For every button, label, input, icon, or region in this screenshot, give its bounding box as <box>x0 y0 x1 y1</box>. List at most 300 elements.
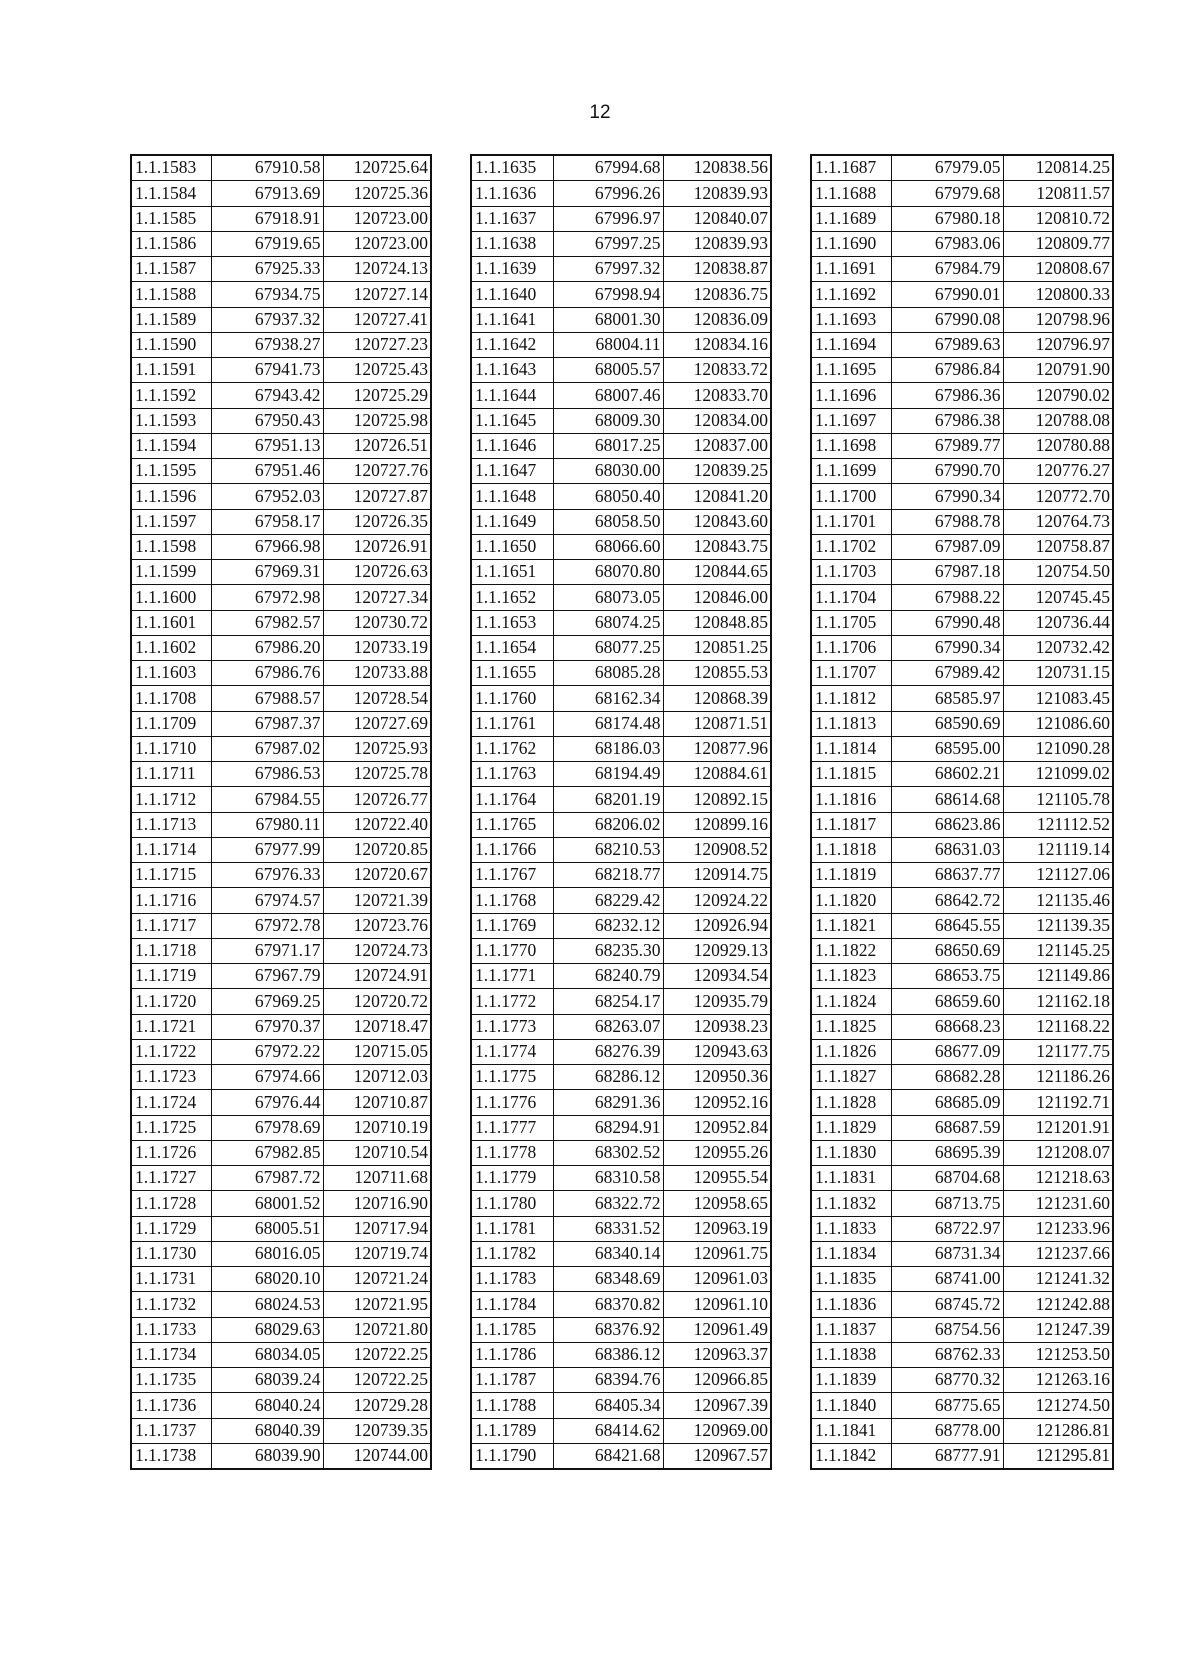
point-id-cell: 1.1.1699 <box>811 459 891 484</box>
y-coordinate-cell: 120966.85 <box>663 1368 771 1393</box>
point-id-cell: 1.1.1711 <box>131 762 211 787</box>
table-row <box>811 534 1113 559</box>
x-coordinate-cell: 67972.22 <box>211 1039 323 1064</box>
x-coordinate-cell: 67990.34 <box>891 635 1003 660</box>
point-id-cell: 1.1.1687 <box>811 155 891 181</box>
point-id-cell: 1.1.1648 <box>471 484 553 509</box>
x-coordinate-cell: 68623.86 <box>891 812 1003 837</box>
x-coordinate-cell: 67989.42 <box>891 661 1003 686</box>
x-coordinate-cell: 67967.79 <box>211 964 323 989</box>
point-id-cell: 1.1.1761 <box>471 711 553 736</box>
x-coordinate-cell: 68029.63 <box>211 1317 323 1342</box>
table-row <box>811 1267 1113 1292</box>
y-coordinate-cell: 121127.06 <box>1003 863 1113 888</box>
x-coordinate-cell: 68077.25 <box>553 635 663 660</box>
x-coordinate-cell: 67910.58 <box>211 155 323 181</box>
y-coordinate-cell: 120722.25 <box>323 1368 431 1393</box>
y-coordinate-cell: 120798.96 <box>1003 307 1113 332</box>
point-id-cell: 1.1.1837 <box>811 1317 891 1342</box>
y-coordinate-cell: 120788.08 <box>1003 408 1113 433</box>
y-coordinate-cell: 120739.35 <box>323 1418 431 1443</box>
x-coordinate-cell: 68070.80 <box>553 560 663 585</box>
y-coordinate-cell: 120836.09 <box>663 307 771 332</box>
point-id-cell: 1.1.1688 <box>811 181 891 206</box>
point-id-cell: 1.1.1732 <box>131 1292 211 1317</box>
coordinate-table-1 <box>130 154 432 1470</box>
table-row <box>811 1191 1113 1216</box>
table-row <box>131 155 431 181</box>
x-coordinate-cell: 68302.52 <box>553 1140 663 1165</box>
point-id-cell: 1.1.1821 <box>811 913 891 938</box>
y-coordinate-cell: 120724.73 <box>323 938 431 963</box>
table-row <box>131 1418 431 1443</box>
point-id-cell: 1.1.1583 <box>131 155 211 181</box>
y-coordinate-cell: 120899.16 <box>663 812 771 837</box>
point-id-cell: 1.1.1782 <box>471 1241 553 1266</box>
y-coordinate-cell: 121241.32 <box>1003 1267 1113 1292</box>
x-coordinate-cell: 67990.08 <box>891 307 1003 332</box>
point-id-cell: 1.1.1601 <box>131 610 211 635</box>
table-row <box>811 762 1113 787</box>
x-coordinate-cell: 68614.68 <box>891 787 1003 812</box>
y-coordinate-cell: 120908.52 <box>663 837 771 862</box>
x-coordinate-cell: 67977.99 <box>211 837 323 862</box>
y-coordinate-cell: 120730.72 <box>323 610 431 635</box>
y-coordinate-cell: 120720.72 <box>323 989 431 1014</box>
x-coordinate-cell: 68762.33 <box>891 1342 1003 1367</box>
y-coordinate-cell: 120727.34 <box>323 585 431 610</box>
y-coordinate-cell: 120721.24 <box>323 1267 431 1292</box>
point-id-cell: 1.1.1730 <box>131 1241 211 1266</box>
x-coordinate-cell: 67979.05 <box>891 155 1003 181</box>
table-row <box>131 1090 431 1115</box>
x-coordinate-cell: 67937.32 <box>211 307 323 332</box>
point-id-cell: 1.1.1784 <box>471 1292 553 1317</box>
point-id-cell: 1.1.1789 <box>471 1418 553 1443</box>
y-coordinate-cell: 120716.90 <box>323 1191 431 1216</box>
x-coordinate-cell: 68754.56 <box>891 1317 1003 1342</box>
point-id-cell: 1.1.1639 <box>471 257 553 282</box>
x-coordinate-cell: 67986.76 <box>211 661 323 686</box>
y-coordinate-cell: 120834.16 <box>663 332 771 357</box>
y-coordinate-cell: 121242.88 <box>1003 1292 1113 1317</box>
table-row <box>131 332 431 357</box>
y-coordinate-cell: 121139.35 <box>1003 913 1113 938</box>
table-row <box>131 762 431 787</box>
table-row <box>131 837 431 862</box>
y-coordinate-cell: 120938.23 <box>663 1014 771 1039</box>
y-coordinate-cell: 120868.39 <box>663 686 771 711</box>
x-coordinate-cell: 67978.69 <box>211 1115 323 1140</box>
point-id-cell: 1.1.1697 <box>811 408 891 433</box>
y-coordinate-cell: 120727.76 <box>323 459 431 484</box>
point-id-cell: 1.1.1786 <box>471 1342 553 1367</box>
y-coordinate-cell: 120961.03 <box>663 1267 771 1292</box>
table-row <box>811 1166 1113 1191</box>
x-coordinate-cell: 68254.17 <box>553 989 663 1014</box>
y-coordinate-cell: 120914.75 <box>663 863 771 888</box>
table-row <box>811 560 1113 585</box>
table-row <box>811 206 1113 231</box>
table-row <box>811 1039 1113 1064</box>
x-coordinate-cell: 67913.69 <box>211 181 323 206</box>
table-row <box>131 560 431 585</box>
point-id-cell: 1.1.1818 <box>811 837 891 862</box>
y-coordinate-cell: 120780.88 <box>1003 433 1113 458</box>
x-coordinate-cell: 68637.77 <box>891 863 1003 888</box>
point-id-cell: 1.1.1694 <box>811 332 891 357</box>
table-row <box>811 231 1113 256</box>
y-coordinate-cell: 120725.43 <box>323 358 431 383</box>
point-id-cell: 1.1.1602 <box>131 635 211 660</box>
y-coordinate-cell: 120727.14 <box>323 282 431 307</box>
x-coordinate-cell: 68050.40 <box>553 484 663 509</box>
point-id-cell: 1.1.1771 <box>471 964 553 989</box>
x-coordinate-cell: 68073.05 <box>553 585 663 610</box>
table-row <box>811 1393 1113 1418</box>
x-coordinate-cell: 67986.36 <box>891 383 1003 408</box>
x-coordinate-cell: 68631.03 <box>891 837 1003 862</box>
point-id-cell: 1.1.1599 <box>131 560 211 585</box>
x-coordinate-cell: 68066.60 <box>553 534 663 559</box>
point-id-cell: 1.1.1826 <box>811 1039 891 1064</box>
table-row <box>471 989 771 1014</box>
coordinate-table-body <box>811 155 1113 1469</box>
point-id-cell: 1.1.1652 <box>471 585 553 610</box>
x-coordinate-cell: 67998.94 <box>553 282 663 307</box>
point-id-cell: 1.1.1596 <box>131 484 211 509</box>
y-coordinate-cell: 120814.25 <box>1003 155 1113 181</box>
y-coordinate-cell: 121145.25 <box>1003 938 1113 963</box>
point-id-cell: 1.1.1820 <box>811 888 891 913</box>
x-coordinate-cell: 67969.25 <box>211 989 323 1014</box>
y-coordinate-cell: 120929.13 <box>663 938 771 963</box>
x-coordinate-cell: 68386.12 <box>553 1342 663 1367</box>
point-id-cell: 1.1.1706 <box>811 635 891 660</box>
y-coordinate-cell: 120710.54 <box>323 1140 431 1165</box>
y-coordinate-cell: 120727.69 <box>323 711 431 736</box>
table-row <box>131 408 431 433</box>
table-row <box>471 1393 771 1418</box>
x-coordinate-cell: 67987.09 <box>891 534 1003 559</box>
y-coordinate-cell: 120725.98 <box>323 408 431 433</box>
table-row <box>131 231 431 256</box>
x-coordinate-cell: 68310.58 <box>553 1166 663 1191</box>
table-row <box>131 863 431 888</box>
table-row <box>131 1140 431 1165</box>
table-row <box>811 332 1113 357</box>
x-coordinate-cell: 67979.68 <box>891 181 1003 206</box>
x-coordinate-cell: 67987.18 <box>891 560 1003 585</box>
y-coordinate-cell: 121233.96 <box>1003 1216 1113 1241</box>
x-coordinate-cell: 67958.17 <box>211 509 323 534</box>
x-coordinate-cell: 68039.24 <box>211 1368 323 1393</box>
table-row <box>811 812 1113 837</box>
table-row <box>471 534 771 559</box>
table-row <box>131 181 431 206</box>
table-row <box>471 863 771 888</box>
table-row <box>131 282 431 307</box>
point-id-cell: 1.1.1841 <box>811 1418 891 1443</box>
y-coordinate-cell: 121186.26 <box>1003 1065 1113 1090</box>
x-coordinate-cell: 67974.66 <box>211 1065 323 1090</box>
y-coordinate-cell: 120837.00 <box>663 433 771 458</box>
point-id-cell: 1.1.1779 <box>471 1166 553 1191</box>
point-id-cell: 1.1.1708 <box>131 686 211 711</box>
y-coordinate-cell: 120892.15 <box>663 787 771 812</box>
x-coordinate-cell: 68677.09 <box>891 1039 1003 1064</box>
table-row <box>811 1115 1113 1140</box>
point-id-cell: 1.1.1839 <box>811 1368 891 1393</box>
table-row <box>811 358 1113 383</box>
table-row <box>811 1241 1113 1266</box>
point-id-cell: 1.1.1763 <box>471 762 553 787</box>
point-id-cell: 1.1.1790 <box>471 1443 553 1469</box>
point-id-cell: 1.1.1585 <box>131 206 211 231</box>
x-coordinate-cell: 68322.72 <box>553 1191 663 1216</box>
table-row <box>471 1166 771 1191</box>
x-coordinate-cell: 67950.43 <box>211 408 323 433</box>
point-id-cell: 1.1.1698 <box>811 433 891 458</box>
table-row <box>471 155 771 181</box>
x-coordinate-cell: 68731.34 <box>891 1241 1003 1266</box>
coordinate-table-body <box>471 155 771 1469</box>
table-row <box>471 383 771 408</box>
table-row <box>811 257 1113 282</box>
y-coordinate-cell: 120712.03 <box>323 1065 431 1090</box>
y-coordinate-cell: 120724.91 <box>323 964 431 989</box>
table-row <box>811 282 1113 307</box>
y-coordinate-cell: 121105.78 <box>1003 787 1113 812</box>
y-coordinate-cell: 120952.84 <box>663 1115 771 1140</box>
x-coordinate-cell: 68210.53 <box>553 837 663 862</box>
y-coordinate-cell: 120967.57 <box>663 1443 771 1469</box>
x-coordinate-cell: 68642.72 <box>891 888 1003 913</box>
y-coordinate-cell: 120969.00 <box>663 1418 771 1443</box>
y-coordinate-cell: 120967.39 <box>663 1393 771 1418</box>
y-coordinate-cell: 120710.19 <box>323 1115 431 1140</box>
x-coordinate-cell: 67997.32 <box>553 257 663 282</box>
point-id-cell: 1.1.1587 <box>131 257 211 282</box>
x-coordinate-cell: 68713.75 <box>891 1191 1003 1216</box>
point-id-cell: 1.1.1647 <box>471 459 553 484</box>
point-id-cell: 1.1.1640 <box>471 282 553 307</box>
point-id-cell: 1.1.1653 <box>471 610 553 635</box>
x-coordinate-cell: 68229.42 <box>553 888 663 913</box>
y-coordinate-cell: 121237.66 <box>1003 1241 1113 1266</box>
point-id-cell: 1.1.1817 <box>811 812 891 837</box>
point-id-cell: 1.1.1646 <box>471 433 553 458</box>
y-coordinate-cell: 121253.50 <box>1003 1342 1113 1367</box>
point-id-cell: 1.1.1787 <box>471 1368 553 1393</box>
table-row <box>471 332 771 357</box>
y-coordinate-cell: 121192.71 <box>1003 1090 1113 1115</box>
x-coordinate-cell: 68653.75 <box>891 964 1003 989</box>
point-id-cell: 1.1.1738 <box>131 1443 211 1469</box>
y-coordinate-cell: 120727.41 <box>323 307 431 332</box>
point-id-cell: 1.1.1731 <box>131 1267 211 1292</box>
table-row <box>471 888 771 913</box>
point-id-cell: 1.1.1833 <box>811 1216 891 1241</box>
y-coordinate-cell: 120711.68 <box>323 1166 431 1191</box>
point-id-cell: 1.1.1735 <box>131 1368 211 1393</box>
x-coordinate-cell: 67996.97 <box>553 206 663 231</box>
y-coordinate-cell: 120736.44 <box>1003 610 1113 635</box>
x-coordinate-cell: 68650.69 <box>891 938 1003 963</box>
point-id-cell: 1.1.1723 <box>131 1065 211 1090</box>
x-coordinate-cell: 68218.77 <box>553 863 663 888</box>
y-coordinate-cell: 121083.45 <box>1003 686 1113 711</box>
point-id-cell: 1.1.1710 <box>131 736 211 761</box>
point-id-cell: 1.1.1603 <box>131 661 211 686</box>
point-id-cell: 1.1.1788 <box>471 1393 553 1418</box>
point-id-cell: 1.1.1598 <box>131 534 211 559</box>
x-coordinate-cell: 68682.28 <box>891 1065 1003 1090</box>
y-coordinate-cell: 120726.91 <box>323 534 431 559</box>
x-coordinate-cell: 68174.48 <box>553 711 663 736</box>
table-row <box>471 307 771 332</box>
table-row <box>131 610 431 635</box>
table-row <box>131 661 431 686</box>
y-coordinate-cell: 121086.60 <box>1003 711 1113 736</box>
x-coordinate-cell: 67990.48 <box>891 610 1003 635</box>
table-row <box>131 1166 431 1191</box>
y-coordinate-cell: 120723.00 <box>323 231 431 256</box>
table-row <box>471 509 771 534</box>
table-row <box>131 812 431 837</box>
table-row <box>131 888 431 913</box>
table-row <box>131 459 431 484</box>
point-id-cell: 1.1.1693 <box>811 307 891 332</box>
table-row <box>811 155 1113 181</box>
x-coordinate-cell: 67989.63 <box>891 332 1003 357</box>
table-row <box>131 1267 431 1292</box>
x-coordinate-cell: 67952.03 <box>211 484 323 509</box>
table-row <box>131 635 431 660</box>
table-row <box>471 206 771 231</box>
y-coordinate-cell: 120725.64 <box>323 155 431 181</box>
table-row <box>471 181 771 206</box>
x-coordinate-cell: 68040.24 <box>211 1393 323 1418</box>
table-row <box>811 307 1113 332</box>
y-coordinate-cell: 120715.05 <box>323 1039 431 1064</box>
x-coordinate-cell: 68040.39 <box>211 1418 323 1443</box>
x-coordinate-cell: 68286.12 <box>553 1065 663 1090</box>
point-id-cell: 1.1.1712 <box>131 787 211 812</box>
y-coordinate-cell: 121263.16 <box>1003 1368 1113 1393</box>
x-coordinate-cell: 68001.30 <box>553 307 663 332</box>
x-coordinate-cell: 68201.19 <box>553 787 663 812</box>
x-coordinate-cell: 67972.98 <box>211 585 323 610</box>
point-id-cell: 1.1.1765 <box>471 812 553 837</box>
point-id-cell: 1.1.1703 <box>811 560 891 585</box>
table-row <box>471 762 771 787</box>
table-row <box>131 736 431 761</box>
point-id-cell: 1.1.1720 <box>131 989 211 1014</box>
table-row <box>471 585 771 610</box>
x-coordinate-cell: 68370.82 <box>553 1292 663 1317</box>
y-coordinate-cell: 121177.75 <box>1003 1039 1113 1064</box>
y-coordinate-cell: 120884.61 <box>663 762 771 787</box>
table-row <box>471 358 771 383</box>
point-id-cell: 1.1.1729 <box>131 1216 211 1241</box>
y-coordinate-cell: 120855.53 <box>663 661 771 686</box>
point-id-cell: 1.1.1815 <box>811 762 891 787</box>
point-id-cell: 1.1.1832 <box>811 1191 891 1216</box>
x-coordinate-cell: 67919.65 <box>211 231 323 256</box>
point-id-cell: 1.1.1636 <box>471 181 553 206</box>
point-id-cell: 1.1.1704 <box>811 585 891 610</box>
y-coordinate-cell: 121168.22 <box>1003 1014 1113 1039</box>
y-coordinate-cell: 120744.00 <box>323 1443 431 1469</box>
x-coordinate-cell: 67989.77 <box>891 433 1003 458</box>
y-coordinate-cell: 121208.07 <box>1003 1140 1113 1165</box>
table-row <box>471 1216 771 1241</box>
table-row <box>471 1368 771 1393</box>
table-row <box>811 964 1113 989</box>
point-id-cell: 1.1.1709 <box>131 711 211 736</box>
y-coordinate-cell: 121218.63 <box>1003 1166 1113 1191</box>
x-coordinate-cell: 68741.00 <box>891 1267 1003 1292</box>
y-coordinate-cell: 120754.50 <box>1003 560 1113 585</box>
table-row <box>131 1241 431 1266</box>
y-coordinate-cell: 120810.72 <box>1003 206 1113 231</box>
point-id-cell: 1.1.1705 <box>811 610 891 635</box>
coordinate-table-3 <box>810 154 1114 1470</box>
x-coordinate-cell: 68294.91 <box>553 1115 663 1140</box>
x-coordinate-cell: 68240.79 <box>553 964 663 989</box>
y-coordinate-cell: 121295.81 <box>1003 1443 1113 1469</box>
point-id-cell: 1.1.1593 <box>131 408 211 433</box>
table-row <box>811 888 1113 913</box>
point-id-cell: 1.1.1716 <box>131 888 211 913</box>
x-coordinate-cell: 67982.85 <box>211 1140 323 1165</box>
table-row <box>471 1241 771 1266</box>
point-id-cell: 1.1.1691 <box>811 257 891 282</box>
point-id-cell: 1.1.1785 <box>471 1317 553 1342</box>
table-row <box>471 560 771 585</box>
point-id-cell: 1.1.1701 <box>811 509 891 534</box>
y-coordinate-cell: 120848.85 <box>663 610 771 635</box>
point-id-cell: 1.1.1776 <box>471 1090 553 1115</box>
point-id-cell: 1.1.1690 <box>811 231 891 256</box>
x-coordinate-cell: 67971.17 <box>211 938 323 963</box>
x-coordinate-cell: 67984.55 <box>211 787 323 812</box>
table-row <box>131 534 431 559</box>
table-row <box>131 509 431 534</box>
y-coordinate-cell: 120843.60 <box>663 509 771 534</box>
table-row <box>471 1140 771 1165</box>
y-coordinate-cell: 120727.87 <box>323 484 431 509</box>
table-row <box>811 1443 1113 1469</box>
y-coordinate-cell: 120723.00 <box>323 206 431 231</box>
table-row <box>811 408 1113 433</box>
y-coordinate-cell: 120809.77 <box>1003 231 1113 256</box>
y-coordinate-cell: 120952.16 <box>663 1090 771 1115</box>
table-row <box>131 1065 431 1090</box>
point-id-cell: 1.1.1781 <box>471 1216 553 1241</box>
table-row <box>811 661 1113 686</box>
x-coordinate-cell: 67988.78 <box>891 509 1003 534</box>
y-coordinate-cell: 120843.75 <box>663 534 771 559</box>
x-coordinate-cell: 68645.55 <box>891 913 1003 938</box>
table-row <box>131 433 431 458</box>
y-coordinate-cell: 120839.25 <box>663 459 771 484</box>
point-id-cell: 1.1.1595 <box>131 459 211 484</box>
y-coordinate-cell: 120958.65 <box>663 1191 771 1216</box>
x-coordinate-cell: 68004.11 <box>553 332 663 357</box>
table-row <box>811 383 1113 408</box>
